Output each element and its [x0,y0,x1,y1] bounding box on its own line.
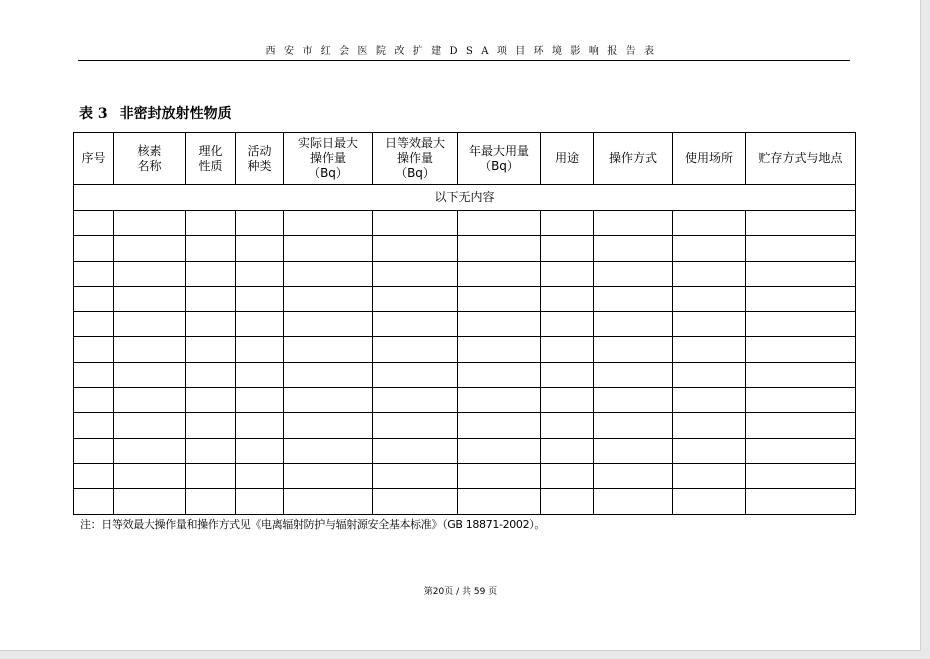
table-cell [541,211,594,236]
table-cell [114,236,186,261]
table-cell [541,261,594,286]
table-cell [74,236,114,261]
table-cell [74,286,114,311]
table-cell [673,489,746,514]
table-cell [74,362,114,387]
radioactive-material-table [73,132,856,515]
table-cell [186,438,236,463]
column-header-physicochemical-property: 理化 性质 [186,133,236,185]
table-cell [114,362,186,387]
table-cell [541,236,594,261]
table-cell [74,261,114,286]
table-cell [541,362,594,387]
table-cell [541,337,594,362]
table-cell [594,286,673,311]
table-row [74,286,856,311]
table-row [74,236,856,261]
table-cell [186,337,236,362]
table-cell [673,236,746,261]
table-cell [746,362,856,387]
table-cell [236,362,284,387]
table-row [74,413,856,438]
table-cell [458,236,541,261]
table-cell [284,489,373,514]
table-cell [746,388,856,413]
table-cell [74,337,114,362]
table-row [74,312,856,337]
page-number: 第20页 / 共 59 页 [423,587,498,597]
table-cell [458,337,541,362]
table-cell [458,438,541,463]
column-header-usage-location: 使用场所 [673,133,746,185]
table-row [74,489,856,514]
table-cell [284,261,373,286]
table-cell [284,211,373,236]
table-cell [458,211,541,236]
table-cell [594,438,673,463]
table-cell [458,463,541,488]
table-cell [186,261,236,286]
table-cell [186,211,236,236]
column-header-serial: 序号 [74,133,114,185]
no-content-row [74,185,856,211]
table-cell [594,362,673,387]
table-cell [746,489,856,514]
table-cell [236,312,284,337]
table-cell [673,438,746,463]
table-cell [236,463,284,488]
table-cell [186,388,236,413]
table-cell [373,413,458,438]
table-cell [236,489,284,514]
table-cell [541,438,594,463]
column-header-purpose: 用途 [541,133,594,185]
table-cell [594,312,673,337]
table-cell [373,362,458,387]
table-cell [673,388,746,413]
column-header-annual-max: 年最大用量 （Bq） [458,133,541,185]
table-cell [114,489,186,514]
table-cell [373,312,458,337]
table-cell [236,286,284,311]
table-cell [74,312,114,337]
table-cell [458,388,541,413]
table-cell [284,362,373,387]
table-cell [594,388,673,413]
table-cell [284,388,373,413]
table-cell [746,438,856,463]
table-cell [746,236,856,261]
table-cell [74,463,114,488]
table-cell [114,463,186,488]
table-cell [746,463,856,488]
table-cell [236,211,284,236]
table-row [74,438,856,463]
table-row [74,211,856,236]
table-cell [594,337,673,362]
table-cell [114,312,186,337]
running-header: 西安市红会医院改扩建DSA项目环境影响报告表 [265,46,663,57]
table-title: 非密封放射性物质 [119,106,232,122]
table-cell [114,261,186,286]
table-cell [114,286,186,311]
column-header-activity-type: 活动 种类 [236,133,284,185]
table-cell [114,388,186,413]
table-row [74,337,856,362]
table-cell [746,286,856,311]
table-cell [541,312,594,337]
table-cell [594,211,673,236]
table-cell [458,286,541,311]
table-row [74,261,856,286]
table-cell [236,438,284,463]
table-cell [673,362,746,387]
table-cell [284,438,373,463]
table-cell [284,413,373,438]
table-cell [458,489,541,514]
column-header-daily-equivalent-max: 日等效最大 操作量 （Bq） [373,133,458,185]
table-cell [746,261,856,286]
table-cell [458,362,541,387]
table-cell [673,413,746,438]
table-cell [186,413,236,438]
table-cell [673,463,746,488]
table-cell [186,463,236,488]
table-cell [373,211,458,236]
table-cell [458,312,541,337]
table-cell [74,211,114,236]
table-cell [673,261,746,286]
table-cell [541,489,594,514]
table-footnote: 注：日等效最大操作量和操作方式见《电离辐射防护与辐射源安全基本标准》（GB 18871-2002）。 [80,518,546,531]
table-cell [746,312,856,337]
table-cell [541,463,594,488]
table-cell [74,413,114,438]
table-cell [186,236,236,261]
table-cell [284,463,373,488]
no-content-note: 以下无内容 [74,185,856,211]
table-cell [236,337,284,362]
table-row [74,388,856,413]
table-cell [186,489,236,514]
table-cell [541,388,594,413]
table-caption [79,105,232,123]
table-cell [746,337,856,362]
table-cell [114,337,186,362]
table-cell [373,236,458,261]
table-header-row [74,133,856,185]
table-cell [236,388,284,413]
table-cell [458,413,541,438]
column-header-storage: 贮存方式与地点 [746,133,856,185]
table-cell [673,211,746,236]
table-cell [284,312,373,337]
table-cell [186,362,236,387]
table-cell [373,463,458,488]
table-cell [284,236,373,261]
table-cell [373,438,458,463]
table-cell [284,286,373,311]
table-cell [458,261,541,286]
table-cell [594,413,673,438]
column-header-actual-daily-max: 实际日最大 操作量 （Bq） [284,133,373,185]
column-header-nuclide-name: 核素 名称 [114,133,186,185]
table-cell [373,286,458,311]
table-cell [74,438,114,463]
table-cell [186,312,236,337]
table-cell [673,286,746,311]
table-number: 表 3 [79,106,108,122]
table-row [74,463,856,488]
table-cell [594,236,673,261]
table-cell [373,261,458,286]
table-cell [373,337,458,362]
table-cell [594,489,673,514]
table-cell [284,337,373,362]
table-cell [673,312,746,337]
table-cell [673,337,746,362]
table-cell [114,438,186,463]
table-row [74,362,856,387]
table-cell [373,489,458,514]
table-cell [114,211,186,236]
column-header-operation-mode: 操作方式 [594,133,673,185]
table-cell [236,236,284,261]
table-cell [114,413,186,438]
table-cell [186,286,236,311]
table-cell [541,286,594,311]
table-cell [74,388,114,413]
table-cell [74,489,114,514]
header-rule [78,60,850,61]
table-cell [373,388,458,413]
table-cell [541,413,594,438]
table-cell [236,413,284,438]
table-cell [746,413,856,438]
table-cell [746,211,856,236]
table-cell [594,463,673,488]
table-cell [594,261,673,286]
table-cell [236,261,284,286]
